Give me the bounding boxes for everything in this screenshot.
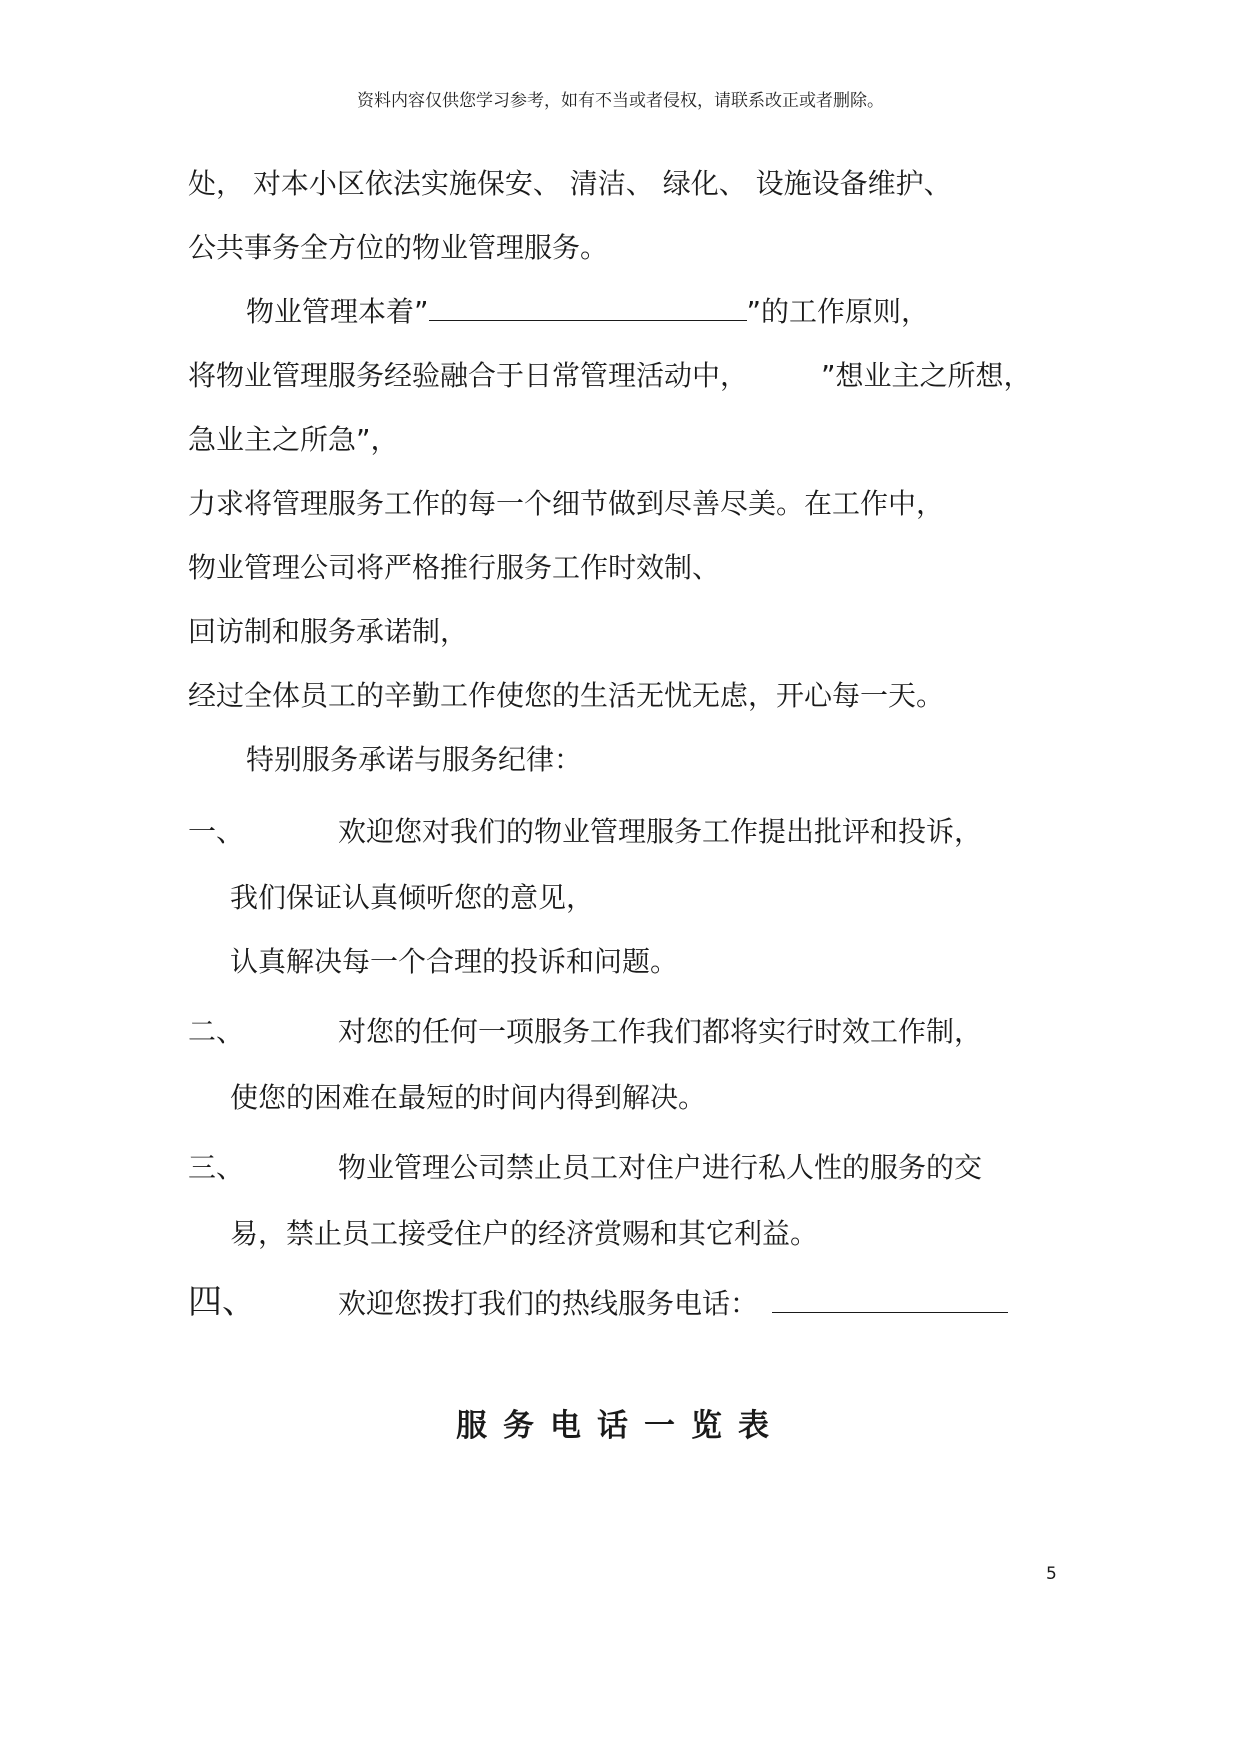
- commitment-line: 认真解决每一个合理的投诉和问题。: [230, 945, 679, 978]
- table-title: 服务电话一览表: [456, 1408, 785, 1444]
- principle-suffix: ”的工作原则，: [746, 295, 930, 328]
- hotline-blank: [772, 1286, 1008, 1313]
- commitment-line: 使您的困难在最短的时间内得到解决。: [230, 1081, 707, 1114]
- commitment-line: 欢迎您拨打我们的热线服务电话：: [338, 1287, 759, 1320]
- paragraph-line: 急业主之所急”，: [188, 423, 399, 456]
- commitment-line: 物业管理公司禁止员工对住户进行私人性的服务的交: [338, 1151, 983, 1184]
- commitments-heading: 特别服务承诺与服务纪律：: [246, 743, 583, 776]
- hotline-line: [338, 1286, 1008, 1322]
- paragraph-line: ”想业主之所想，: [821, 359, 1032, 392]
- commitment-line: 对您的任何一项服务工作我们都将实行时效工作制，: [338, 1015, 983, 1048]
- paragraph-line: 力求将管理服务工作的每一个细节做到尽善尽美。在工作中，: [188, 487, 945, 520]
- paragraph-line: 将物业管理服务经验融合于日常管理活动中，: [188, 359, 749, 392]
- paragraph-line: 经过全体员工的辛勤工作使您的生活无忧无虑，开心每一天。: [188, 679, 945, 712]
- page-header-notice: 资料内容仅供您学习参考，如有不当或者侵权，请联系改正或者删除。: [357, 91, 884, 111]
- principle-blank: [429, 294, 747, 321]
- paragraph-line: 回访制和服务承诺制，: [188, 615, 469, 648]
- commitment-number: 一、: [188, 815, 245, 848]
- commitment-line: 我们保证认真倾听您的意见，: [230, 881, 595, 914]
- paragraph-line: 处， 对本小区依法实施保安、 清洁、 绿化、 设施设备维护、: [188, 167, 952, 200]
- commitment-number: 二、: [188, 1015, 245, 1048]
- commitment-number: 三、: [188, 1151, 245, 1184]
- principle-line: [246, 294, 929, 330]
- commitment-line: 易，禁止员工接受住户的经济赏赐和其它利益。: [230, 1217, 819, 1250]
- commitment-line: 欢迎您对我们的物业管理服务工作提出批评和投诉，: [338, 815, 983, 848]
- commitment-number: 四、: [188, 1282, 256, 1322]
- principle-prefix: 物业管理本着”: [246, 295, 429, 328]
- paragraph-line: 物业管理公司将严格推行服务工作时效制、: [188, 551, 721, 584]
- page-number: 5: [1046, 1564, 1057, 1584]
- paragraph-line: 公共事务全方位的物业管理服务。: [188, 231, 609, 264]
